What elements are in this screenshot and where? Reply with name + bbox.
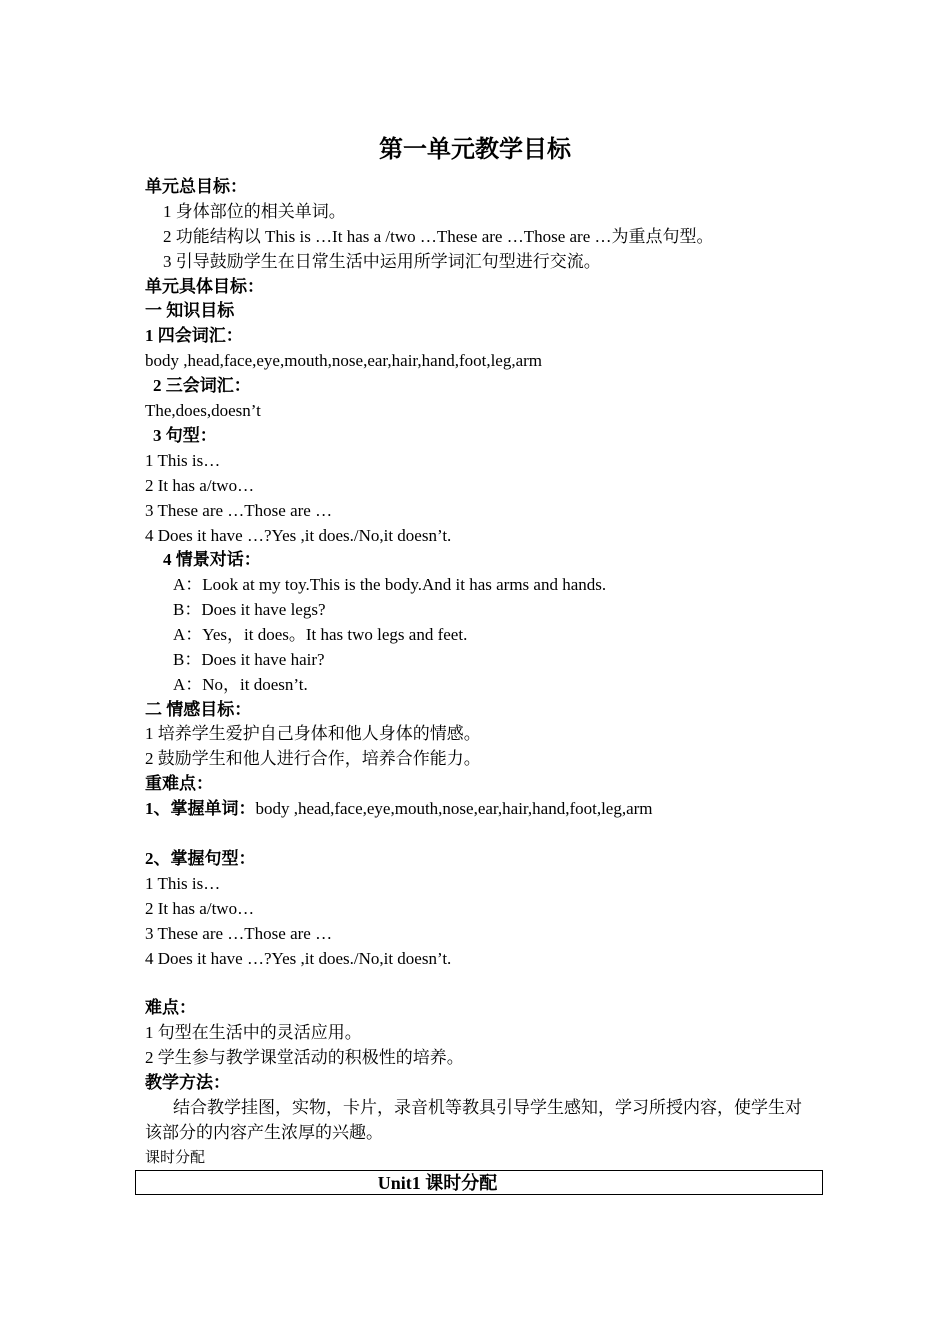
overall-goal-item: 3 引导鼓励学生在日常生活中运用所学词汇句型进行交流。: [163, 252, 601, 271]
dialog-line: B：Does it have legs?: [173, 600, 326, 619]
key-pattern-item: 2 It has a/two…: [145, 899, 255, 918]
difficulty-heading: 难点：: [145, 998, 196, 1017]
page-title: 第一单元教学目标: [379, 137, 571, 163]
overall-goal-heading: 单元总目标：: [145, 177, 247, 196]
knowledge-goal-heading: 一 知识目标: [145, 301, 235, 320]
key-pattern-item: 4 Does it have …?Yes ,it does./No,it doesn’t.: [145, 949, 452, 968]
difficulty-item: 2 学生参与教学课堂活动的积极性的培养。: [145, 1048, 464, 1067]
schedule-table-header: Unit1 课时分配: [377, 1173, 498, 1193]
schedule-table: [135, 1170, 823, 1195]
dialog-line: A：Look at my toy.This is the body.And it has arms and hands.: [173, 575, 607, 594]
vocab4-list: body ,head,face,eye,mouth,nose,ear,hair,hand,foot,leg,arm: [145, 351, 543, 370]
overall-goal-item: 1 身体部位的相关单词。: [163, 202, 346, 221]
key-patterns-heading: 2、掌握句型：: [145, 849, 256, 868]
vocab3-heading: 2 三会词汇：: [153, 376, 251, 395]
method-text: 结合教学挂图，实物，卡片，录音机等教具引导学生感知，学习所授内容，使学生对该部分的内容产生浓厚的兴趣。: [145, 1098, 802, 1142]
difficulty-item: 1 句型在生活中的灵活应用。: [145, 1023, 362, 1042]
dialog-line: B：Does it have hair?: [173, 650, 325, 669]
pattern-item: 2 It has a/two…: [145, 476, 255, 495]
key-pattern-item: 3 These are …Those are …: [145, 924, 333, 943]
schedule-label: 课时分配: [145, 1150, 206, 1166]
overall-goal-item: 2 功能结构以 This is …It has a /two …These are …Those are …为重点句型。: [163, 227, 714, 246]
vocab3-list: The,does,doesn’t: [145, 401, 261, 420]
emotion-goal-heading: 二 情感目标：: [145, 700, 252, 719]
emotion-goal-item: 2 鼓励学生和他人进行合作，培养合作能力。: [145, 749, 481, 768]
dialog-heading: 4 情景对话：: [163, 550, 261, 569]
pattern-item: 4 Does it have …?Yes ,it does./No,it doesn’t.: [145, 526, 452, 545]
pattern-item: 3 These are …Those are …: [145, 501, 333, 520]
key-points-heading: 重难点：: [145, 774, 213, 793]
specific-goal-heading: 单元具体目标：: [145, 277, 264, 296]
dialog-line: A：Yes，it does。It has two legs and feet.: [173, 625, 468, 644]
key-pattern-item: 1 This is…: [145, 874, 221, 893]
method-heading: 教学方法：: [145, 1073, 230, 1092]
emotion-goal-item: 1 培养学生爱护自己身体和他人身体的情感。: [145, 724, 481, 743]
key-words-label: 1、掌握单词：: [145, 799, 256, 818]
dialog-line: A：No，it doesn’t.: [173, 675, 308, 694]
vocab4-heading: 1 四会词汇：: [145, 326, 243, 345]
patterns-heading: 3 句型：: [153, 426, 217, 445]
key-words-line: [145, 798, 653, 820]
pattern-item: 1 This is…: [145, 451, 221, 470]
key-words-list: body ,head,face,eye,mouth,nose,ear,hair,hand,foot,leg,arm: [255, 799, 653, 818]
